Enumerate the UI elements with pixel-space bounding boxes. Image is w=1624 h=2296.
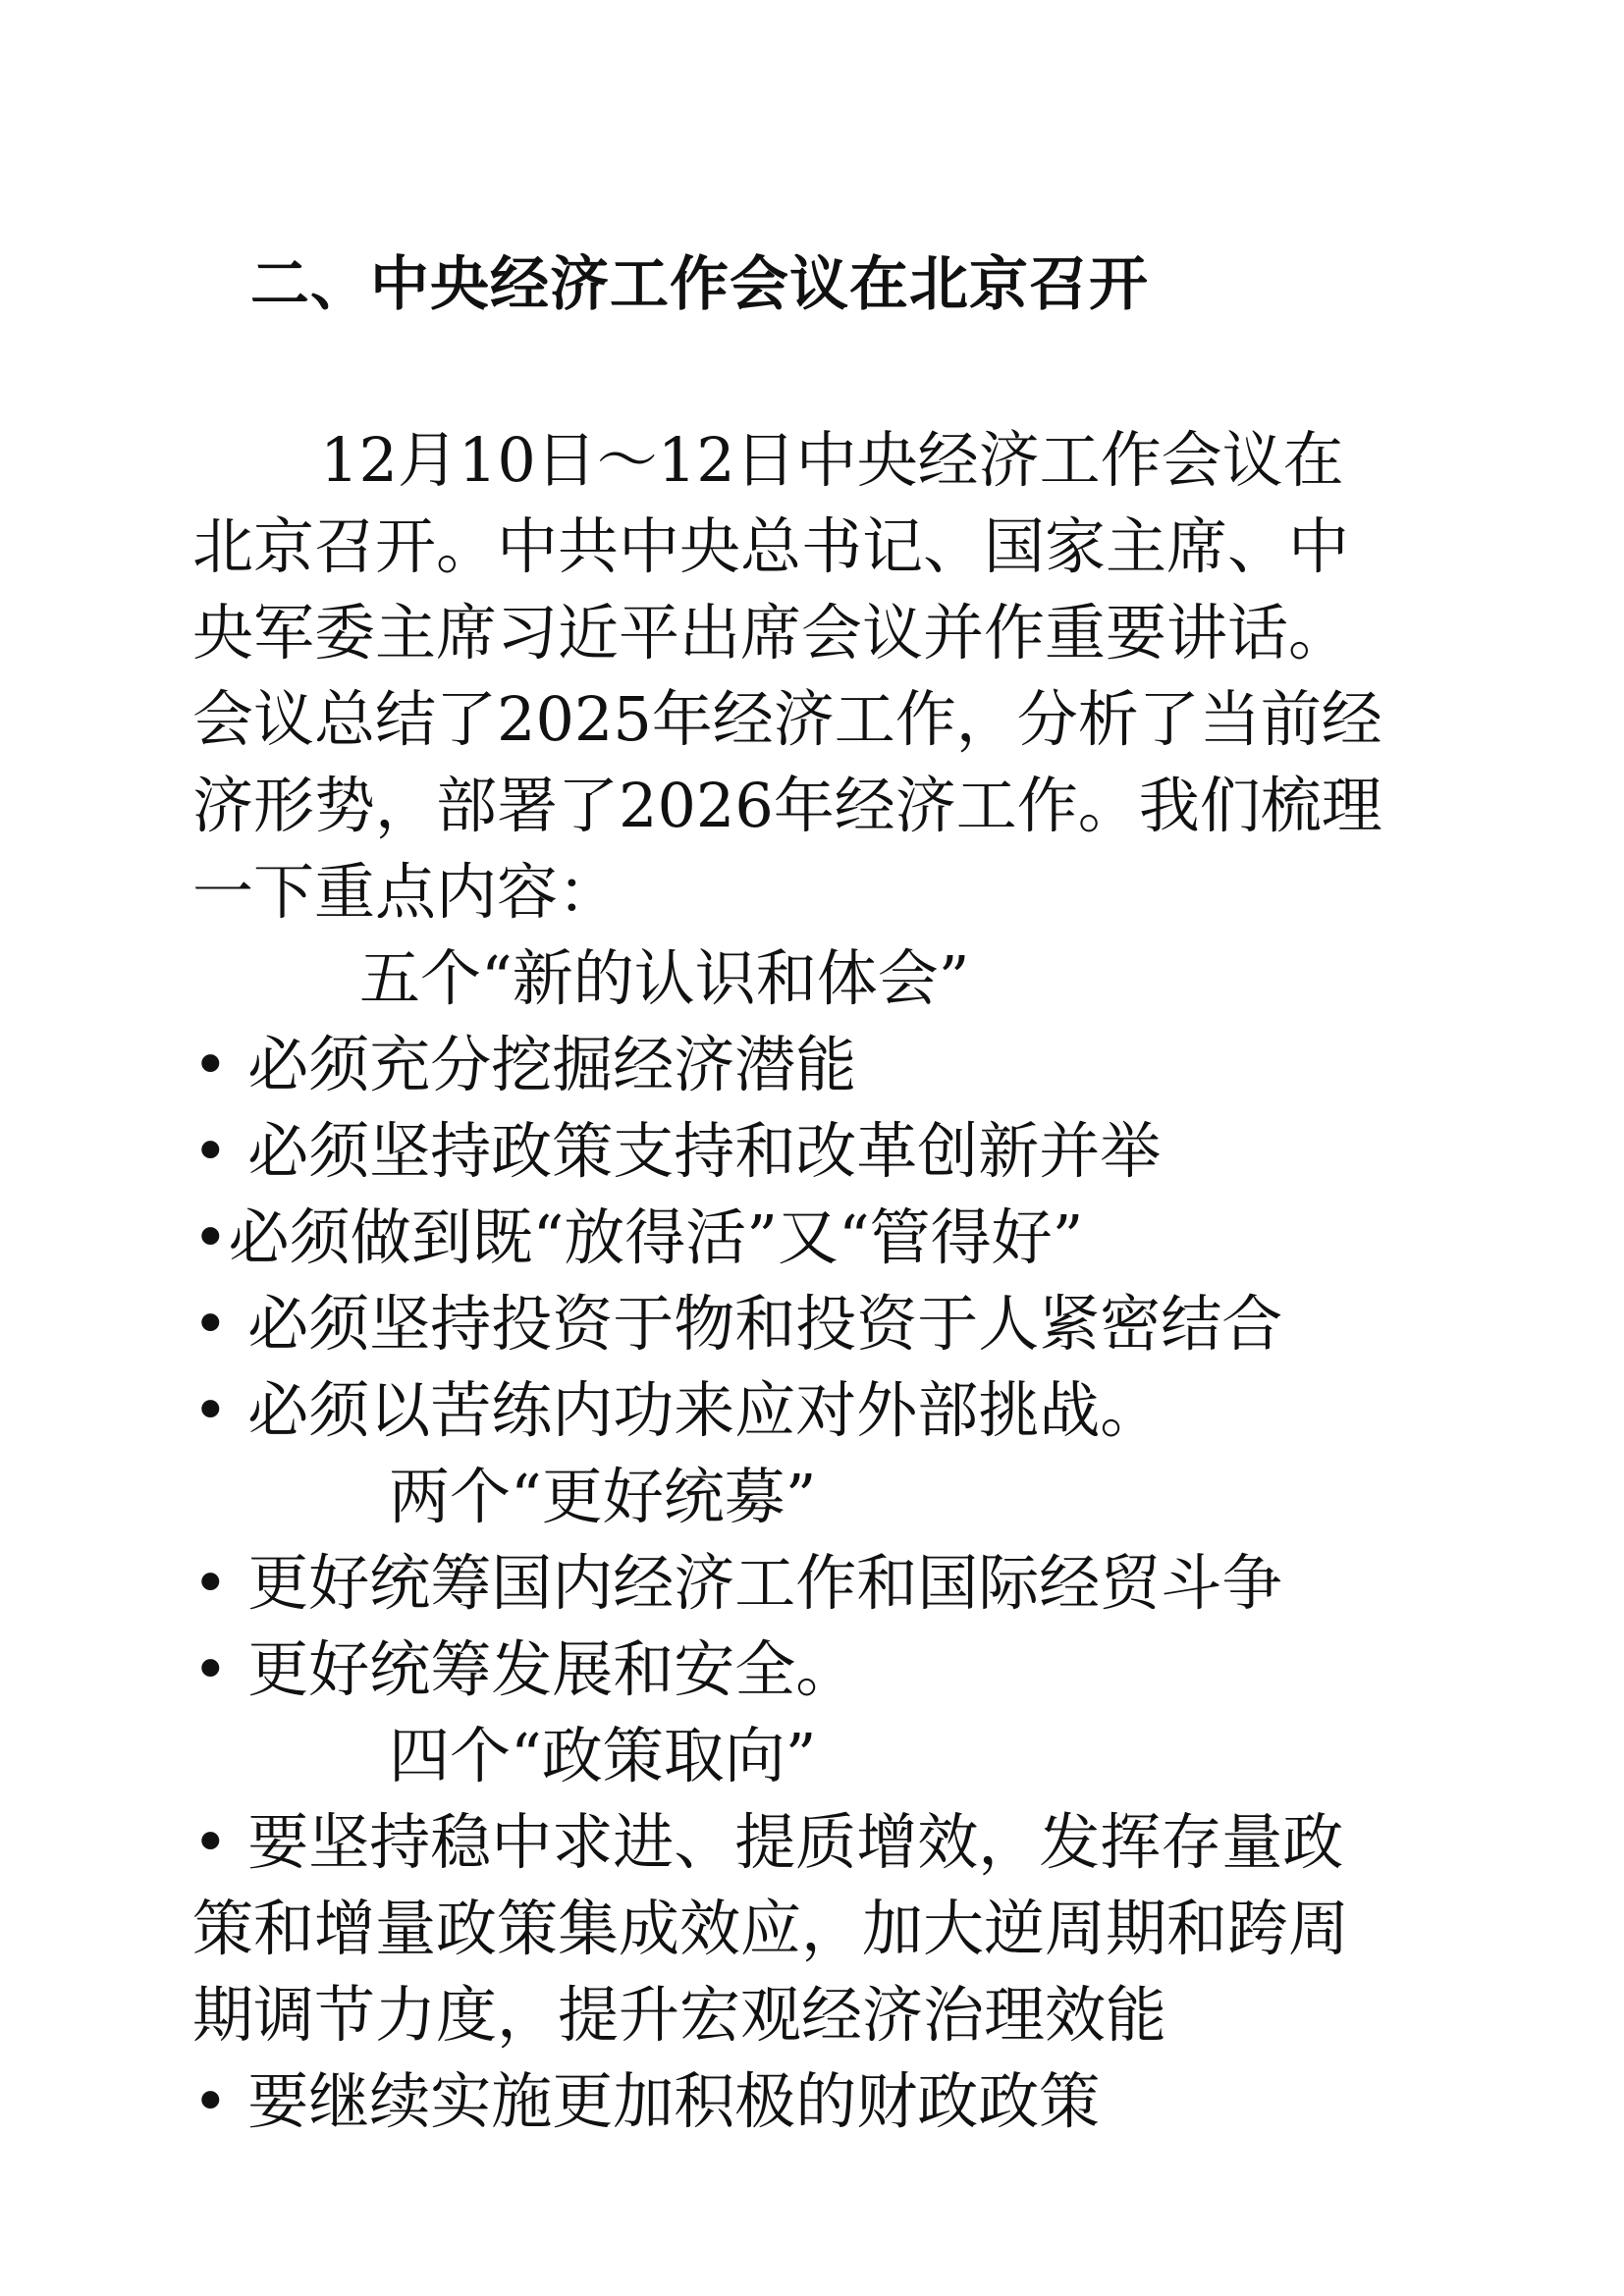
- section-heading-two-coordinations: 两个“更好统募”: [389, 1461, 817, 1532]
- section-title: 二、中央经济工作会议在北京召开: [250, 250, 1149, 319]
- bullet-item: • 要坚持稳中求进、提质增效，发挥存量政策和增量政策集成效应，加大逆周期和跨周期调节力度，提升宏观经济治理效能: [192, 1806, 1350, 2051]
- bullet-item: • 必须坚持投资于物和投资于人紧密结合: [192, 1288, 1283, 1360]
- bullet-item: • 必须坚持政策支持和改革创新并举: [192, 1115, 1162, 1187]
- section-heading-four-policies: 四个“政策取向”: [389, 1720, 817, 1791]
- bullet-item: • 更好统筹发展和安全。: [192, 1633, 857, 1705]
- bullet-item: • 必须充分挖掘经济潜能: [192, 1029, 857, 1100]
- intro-paragraph: 12月10日～12日中央经济工作会议在北京召开。中共中央总书记、国家主席、中央军委主席习近平出席会议并作重要讲话。会议总结了2025年经济工作，分析了当前经济形势，部署了2026年经济工作。我们梳理一下重点内容：: [192, 424, 1382, 928]
- bullet-item: • 必须以苦练内功来应对外部挑战。: [192, 1374, 1162, 1446]
- bullet-item: • 更好统筹国内经济工作和国际经贸斗争: [192, 1547, 1283, 1619]
- document-body: [192, 417, 1400, 2145]
- section-heading-five-understandings: 五个“新的认识和体会”: [359, 942, 970, 1014]
- bullet-item: •必须做到既“放得活”又“管得好”: [192, 1201, 1084, 1273]
- bullet-item: • 要继续实施更加积极的财政政策: [192, 2065, 1101, 2137]
